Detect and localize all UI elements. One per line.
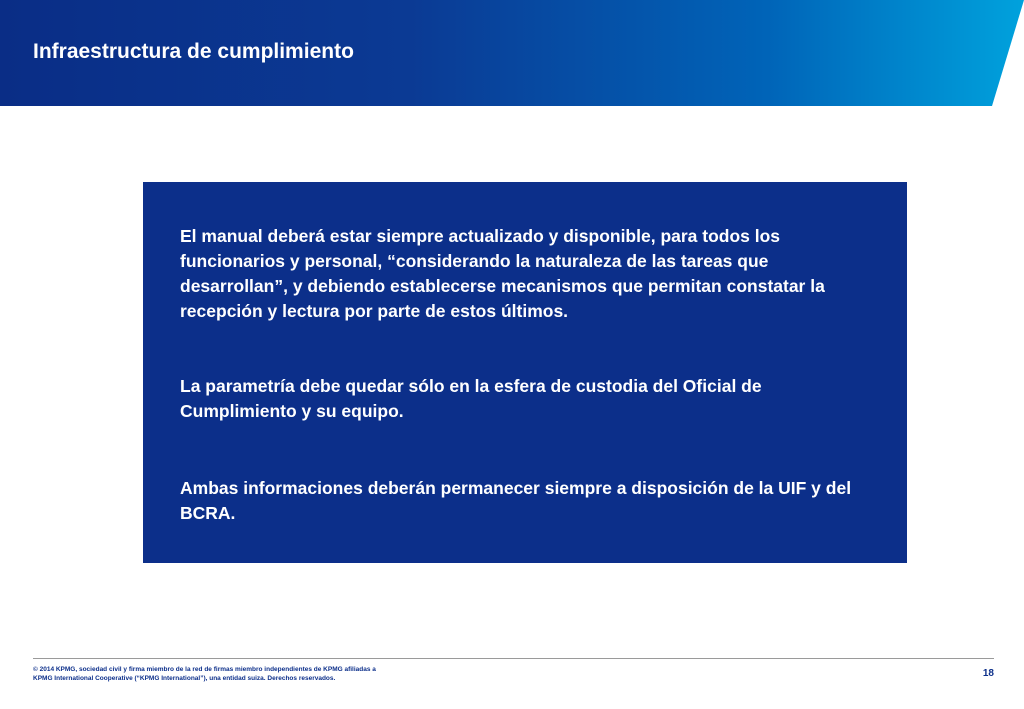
footer-divider bbox=[33, 658, 994, 659]
paragraph-parametria: La parametría debe quedar sólo en la esfera de custodia del Oficial de Cumplimiento y su equipo. bbox=[180, 376, 762, 421]
footer-copyright-line1: © 2014 KPMG, sociedad civil y firma miembro de la red de firmas miembro independientes de KPMG afiliadas a bbox=[33, 666, 376, 673]
paragraph-manual: El manual deberá estar siempre actualizado y disponible, para todos los funcionarios y personal, “considerando la naturaleza de las tareas que desarrollan”, y debiendo establecerse mecanismos que permitan constatar la recepción y lectura por parte de estos últimos. bbox=[180, 226, 825, 321]
footer-copyright bbox=[33, 665, 453, 683]
paragraph-disposicion: Ambas informaciones deberán permanecer siempre a disposición de la UIF y del BCRA. bbox=[180, 478, 852, 523]
footer-copyright-line2: KPMG International Cooperative (“KPMG International”), una entidad suiza. Derechos reservados. bbox=[33, 675, 336, 682]
slide-title: Infraestructura de cumplimiento bbox=[33, 40, 354, 63]
page-number: 18 bbox=[982, 668, 994, 679]
content-box bbox=[143, 182, 907, 563]
